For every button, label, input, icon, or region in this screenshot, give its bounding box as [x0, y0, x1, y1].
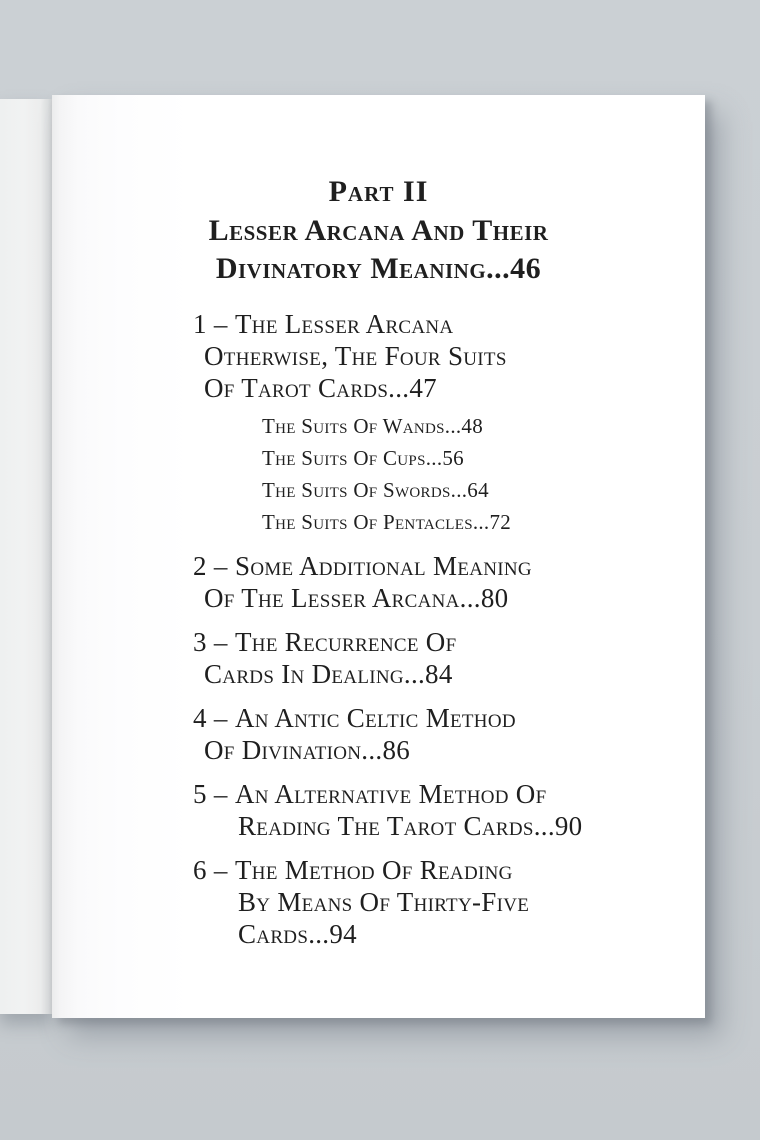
toc-line-text: Cards...94 [238, 919, 357, 949]
toc-item-line [193, 550, 705, 582]
toc-line-text: Some Additional Meaning [235, 551, 532, 581]
toc-line-text: An Antic Celtic Method [235, 703, 516, 733]
toc-line-text: Cards In Dealing...84 [204, 659, 453, 689]
toc-item-number: 1 [193, 309, 207, 339]
toc-subitem: The Suits Of Cups...56 [262, 446, 464, 470]
toc-item-line [193, 702, 705, 734]
toc-line-text: The Method Of Reading [235, 855, 513, 885]
toc-item-line [204, 582, 705, 614]
toc-item-prefix [193, 626, 228, 658]
toc-item-line [238, 810, 705, 842]
toc-item [193, 778, 705, 842]
toc-item-line [193, 778, 705, 810]
toc-item-prefix [193, 778, 228, 810]
toc-item-line [238, 886, 705, 918]
toc-line-text: By Means Of Thirty-Five [238, 887, 530, 917]
toc-line-text: The Lesser Arcana [235, 309, 454, 339]
toc-sublist [235, 410, 705, 538]
toc-subitem: The Suits Of Swords...64 [262, 478, 489, 502]
toc-item-line [193, 854, 705, 886]
toc-header [52, 172, 705, 288]
dash-separator: – [213, 779, 228, 809]
dash-separator: – [213, 309, 228, 339]
dash-separator: – [213, 627, 228, 657]
toc-line-text: Otherwise, The Four Suits [204, 341, 507, 371]
toc-subtitle-line-1: Lesser Arcana And Their [208, 214, 549, 247]
toc-item-prefix [193, 854, 228, 886]
toc-item-line [193, 308, 705, 340]
toc-line-text: Of Tarot Cards...47 [204, 373, 437, 403]
toc-item [193, 854, 705, 950]
toc-item-number: 3 [193, 627, 207, 657]
dash-separator: – [213, 551, 228, 581]
toc-item [193, 308, 705, 538]
toc-item-line [204, 658, 705, 690]
toc-item [193, 626, 705, 690]
toc-item-number: 2 [193, 551, 207, 581]
toc-item-number: 6 [193, 855, 207, 885]
book-page [52, 95, 705, 1018]
toc-item-line [204, 734, 705, 766]
toc-subitem: The Suits Of Wands...48 [262, 414, 484, 438]
dash-separator: – [213, 855, 228, 885]
dash-separator: – [213, 703, 228, 733]
book-left-page-edge [0, 99, 52, 1014]
toc-line-text: Of Divination...86 [204, 735, 411, 765]
toc-subitem: The Suits Of Pentacles...72 [262, 510, 512, 534]
toc-item-line [204, 372, 705, 404]
toc-item [193, 702, 705, 766]
toc-line-text: The Recurrence Of [235, 627, 457, 657]
toc-list [52, 308, 705, 950]
toc-subtitle-line-2: Divinatory Meaning...46 [215, 252, 542, 285]
toc-item-prefix [193, 308, 228, 340]
toc-item-line [238, 918, 705, 950]
toc-item-prefix [193, 550, 228, 582]
toc-item-number: 5 [193, 779, 207, 809]
toc-item-line [193, 626, 705, 658]
toc-line-text: Reading The Tarot Cards...90 [238, 811, 583, 841]
toc-item [193, 550, 705, 614]
toc-item-prefix [193, 702, 228, 734]
toc-item-line [204, 340, 705, 372]
toc-line-text: An Alternative Method Of [235, 779, 547, 809]
toc-item-number: 4 [193, 703, 207, 733]
toc-line-text: Of The Lesser Arcana...80 [204, 583, 509, 613]
part-title: Part II [328, 175, 429, 208]
